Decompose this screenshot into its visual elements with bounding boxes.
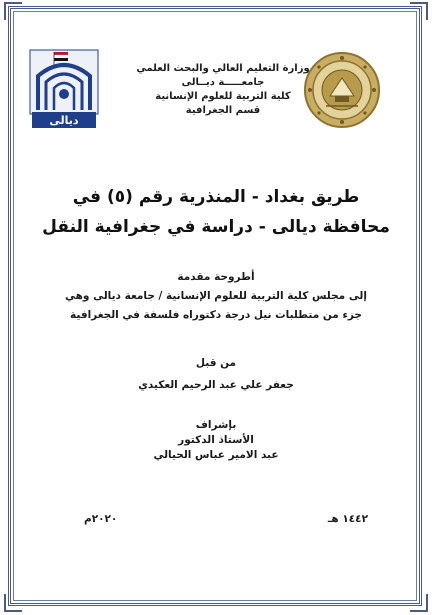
supervisor-name: عبد الامير عباس الحيالي [153,449,279,461]
institution-header [118,62,328,118]
author-name: جعفر علي عبد الرحيم العكيدي [138,379,294,391]
hijri-date: ١٤٤٢ هـ [327,513,368,525]
border-corner-top-left [4,2,22,20]
supervisor-title: الأستاذ الدكتور [178,434,254,446]
author-label: من قبل [195,357,237,369]
college-name: كلية التربية للعلوم الإنسانية [155,91,291,102]
university-name: جامعـــــة ديــالى [181,77,265,88]
thesis-title [20,182,412,242]
ministry-name: وزارة التعليم العالي والبحث العلمي [136,63,310,74]
border-corner-top-right [410,2,428,20]
supervisor-label: بإشراف [195,419,237,431]
border-corner-bottom-left [4,594,22,612]
department-name: قسم الجغرافية [185,105,261,116]
thesis-title-line-2: محافظة ديالى - دراسة في جغرافية النقل [42,217,390,237]
submission-line-2: إلى مجلس كلية التربية للعلوم الإنسانية / جامعة ديالى وهي [65,290,367,302]
university-logo [24,46,104,130]
supervisor-block [24,418,408,463]
border-corner-bottom-right [410,594,428,612]
gregorian-date: ٢٠٢٠م [84,513,118,525]
university-logo-text: ديالى [49,114,79,127]
submission-line-1: أطروحة مقدمة [177,271,255,283]
submission-line-3: جزء من متطلبات نيل درجة دكتوراه فلسفة في الجغرافية [70,309,362,321]
author-block [24,352,408,396]
submission-statement [24,268,408,325]
thesis-title-line-1: طريق بغداد - المنذرية رقم (٥) في [72,187,360,207]
college-seal-logo [302,50,382,130]
